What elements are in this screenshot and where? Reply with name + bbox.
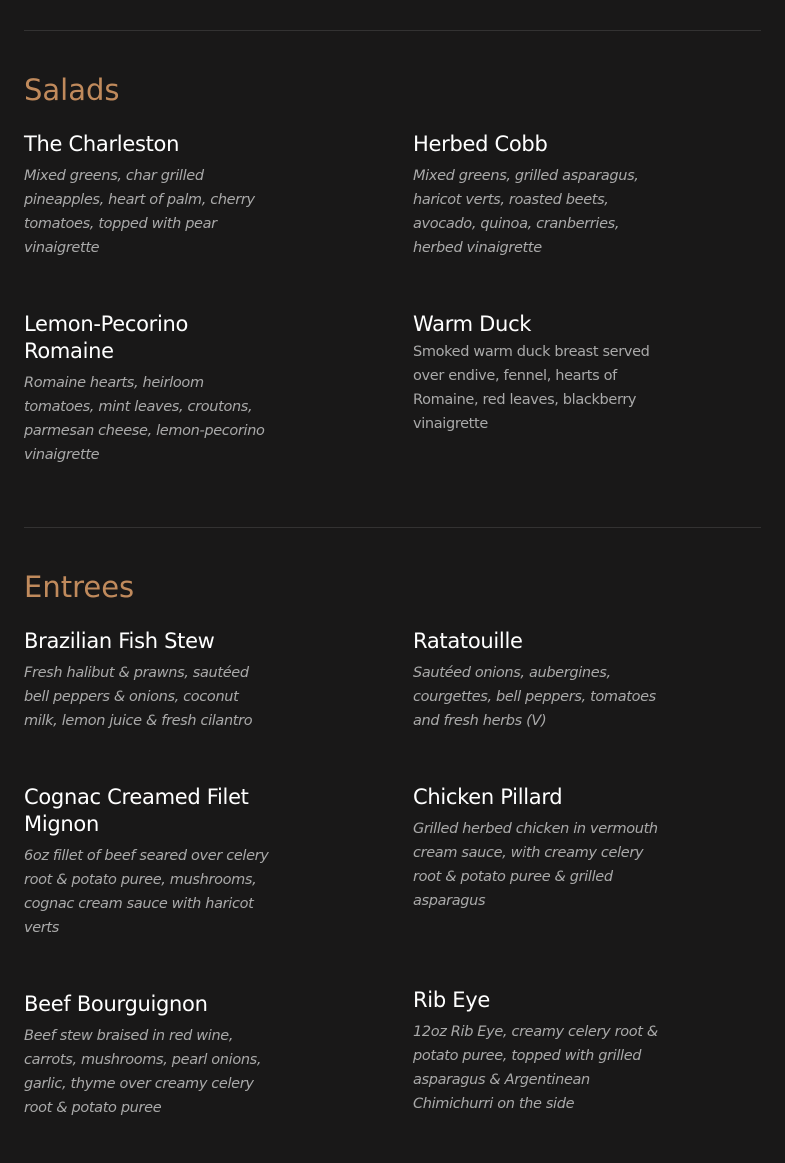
- menu-item-name: The Charleston: [24, 132, 180, 156]
- section-divider-salads: [24, 30, 761, 31]
- menu-item-description: Beef stew braised in red wine, carrots, mushrooms, pearl onions, garlic, thyme over creamy celery root & potato puree: [24, 1028, 262, 1116]
- menu-item-cognac-creamed-filet-mignon: [24, 784, 269, 940]
- menu-item-the-charleston: [24, 131, 269, 260]
- menu-item-beef-bourguignon: [24, 991, 269, 1120]
- menu-item-name: Brazilian Fish Stew: [24, 629, 215, 653]
- menu-item-ratatouille: [413, 628, 658, 733]
- menu-item-description: Mixed greens, char grilled pineapples, heart of palm, cherry tomatoes, topped with pear vinaigrette: [24, 168, 255, 256]
- menu-item-description: Mixed greens, grilled asparagus, haricot verts, roasted beets, avocado, quinoa, cranberries, herbed vinaigrette: [413, 168, 639, 256]
- menu-item-description: 6oz fillet of beef seared over celery root & potato puree, mushrooms, cognac cream sauce with haricot verts: [24, 848, 269, 936]
- menu-item-herbed-cobb: [413, 131, 658, 260]
- section-title-entrees: Entrees: [24, 570, 135, 604]
- menu-item-rib-eye: [413, 987, 658, 1116]
- menu-item-description: Sautéed onions, aubergines, courgettes, bell peppers, tomatoes and fresh herbs (V): [413, 665, 656, 729]
- section-title-salads: Salads: [24, 73, 120, 107]
- menu-item-description: Romaine hearts, heirloom tomatoes, mint leaves, croutons, parmesan cheese, lemon-pecorino vinaigrette: [24, 375, 265, 463]
- menu-item-lemon-pecorino-romaine: [24, 311, 269, 467]
- menu-item-name: Rib Eye: [413, 988, 490, 1012]
- menu-item-warm-duck: [413, 311, 658, 436]
- menu-item-description: Grilled herbed chicken in vermouth cream sauce, with creamy celery root & potato puree & grilled asparagus: [413, 821, 658, 909]
- menu-item-name: Lemon-Pecorino Romaine: [24, 312, 189, 363]
- menu-item-description: 12oz Rib Eye, creamy celery root & potato puree, topped with grilled asparagus & Argentinean Chimichurri on the side: [413, 1024, 658, 1112]
- menu-item-description: Fresh halibut & prawns, sautéed bell peppers & onions, coconut milk, lemon juice & fresh cilantro: [24, 665, 253, 729]
- menu-item-name: Beef Bourguignon: [24, 992, 208, 1016]
- menu-item-name: Cognac Creamed Filet Mignon: [24, 785, 249, 836]
- section-divider-entrees: [24, 527, 761, 528]
- menu-item-chicken-pillard: [413, 784, 658, 913]
- menu-item-name: Herbed Cobb: [413, 132, 548, 156]
- menu-item-name: Chicken Pillard: [413, 785, 563, 809]
- menu-item-description: Smoked warm duck breast served over endive, fennel, hearts of Romaine, red leaves, blackberry vinaigrette: [413, 344, 650, 432]
- menu-item-brazilian-fish-stew: [24, 628, 269, 733]
- menu-item-name: Ratatouille: [413, 629, 523, 653]
- menu-item-name: Warm Duck: [413, 312, 532, 336]
